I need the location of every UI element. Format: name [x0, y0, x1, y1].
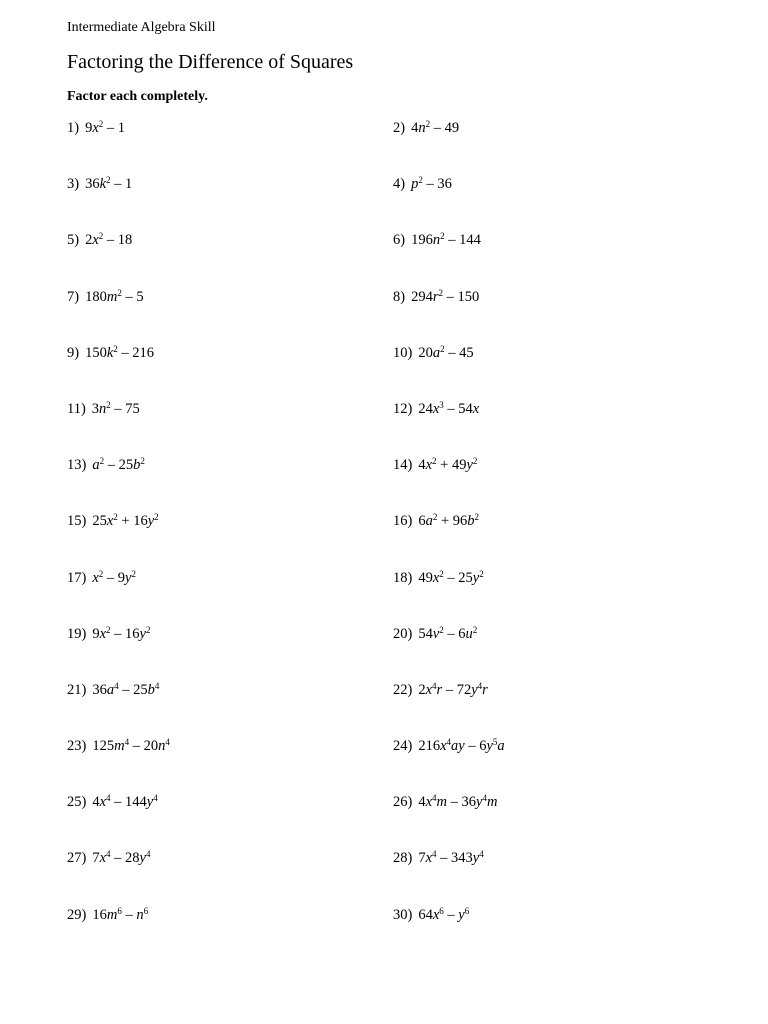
problem-item: [393, 848, 707, 904]
problem-list: [67, 118, 707, 961]
problem-expression: $36a^4 - 25b^4$: [92, 680, 160, 698]
problem-number: 2): [393, 120, 406, 136]
problem-item: [67, 399, 393, 455]
problem-item: [67, 792, 393, 848]
problem-number: 4): [393, 176, 406, 193]
problem-number: 18): [393, 569, 413, 586]
problem-number: 27): [67, 850, 87, 867]
problem-number: 6): [393, 232, 406, 249]
problem-expression: $16m^6 - n^6$: [92, 905, 149, 923]
problem-number: 10): [393, 344, 413, 361]
problem-expression: $294r^2 - 150$: [411, 287, 480, 305]
problem-item: [393, 118, 707, 174]
problem-expression: $7x^4 - 28y^4$: [92, 849, 151, 867]
problem-number: 28): [393, 850, 413, 867]
problem-item: [393, 174, 707, 230]
problem-number: 3): [67, 176, 80, 193]
problem-number: 20): [393, 625, 413, 642]
problem-expression: $7x^4 - 343y^4$: [418, 849, 484, 867]
problem-expression: $6a^2 + 96b^2$: [418, 512, 480, 530]
problem-item: [67, 905, 393, 961]
problem-item: [393, 343, 707, 399]
problem-expression: $3n^2 - 75$: [91, 399, 140, 417]
problem-item: [67, 455, 393, 511]
problem-number: 21): [67, 681, 87, 698]
problem-item: [67, 736, 393, 792]
problem-item: [67, 568, 393, 624]
problem-item: [393, 568, 707, 624]
problem-expression: $36k^2 - 1$: [85, 175, 133, 193]
problem-number: 15): [67, 513, 87, 530]
problem-item: [67, 174, 393, 230]
problem-expression: $p^2 - 36$: [411, 175, 452, 193]
problem-item: [67, 511, 393, 567]
problem-item: [393, 736, 707, 792]
problem-number: 29): [67, 906, 87, 923]
problem-number: 1): [67, 120, 80, 136]
problem-expression: $20a^2 - 45$: [418, 343, 474, 361]
worksheet-subject: Intermediate Algebra Skill: [67, 20, 216, 35]
problem-number: 5): [67, 232, 80, 249]
problem-expression: $49x^2 - 25y^2$: [418, 568, 484, 586]
problem-number: 17): [67, 569, 87, 586]
problem-expression: $4x^4 - 144y^4$: [92, 793, 158, 811]
problem-item: [393, 399, 707, 455]
problem-item: [67, 848, 393, 904]
problem-item: [393, 680, 707, 736]
problem-number: 25): [67, 794, 87, 811]
problem-item: [67, 118, 393, 174]
problem-expression: $4x^2 + 49y^2$: [418, 456, 478, 474]
problem-number: 8): [393, 288, 406, 305]
problem-number: 22): [393, 681, 413, 698]
problem-expression: $216x^4ay - 6y^5a$: [418, 737, 505, 755]
problem-expression: $54v^2 - 6u^2$: [418, 624, 478, 642]
problem-number: 9): [67, 344, 80, 361]
problem-expression: $a^2 - 25b^2$: [92, 456, 145, 474]
problem-number: 30): [393, 906, 413, 923]
page-title: Factoring the Difference of Squares: [67, 51, 354, 73]
problem-item: [393, 511, 707, 567]
problem-number: 19): [67, 625, 87, 642]
problem-expression: $4x^4m - 36y^4m$: [418, 793, 498, 811]
problem-expression: $2x^2 - 18$: [85, 231, 133, 249]
problem-expression: $2x^4r - 72y^4r$: [418, 680, 488, 698]
problem-number: 24): [393, 738, 413, 755]
problem-item: [393, 287, 707, 343]
problem-item: [393, 455, 707, 511]
problem-expression: $9x^2 - 1$: [85, 119, 126, 136]
problem-number: 26): [393, 794, 413, 811]
problem-item: [67, 287, 393, 343]
problem-expression: $196n^2 - 144$: [411, 231, 481, 249]
problem-item: [393, 624, 707, 680]
problem-number: 12): [393, 400, 413, 417]
problem-expression: $125m^4 - 20n^4$: [92, 737, 170, 755]
problem-item: [67, 230, 393, 286]
problem-item: [67, 343, 393, 399]
problem-number: 11): [67, 400, 86, 417]
problem-expression: $9x^2 - 16y^2$: [92, 624, 151, 642]
problem-number: 13): [67, 457, 87, 474]
problem-number: 23): [67, 738, 87, 755]
problem-expression: $180m^2 - 5$: [85, 287, 144, 305]
problem-item: [393, 905, 707, 961]
problem-item: [67, 680, 393, 736]
problem-expression: $150k^2 - 216$: [85, 343, 155, 361]
instructions: Factor each completely.: [67, 89, 208, 104]
problem-number: 16): [393, 513, 413, 530]
problem-item: [393, 230, 707, 286]
problem-item: [393, 792, 707, 848]
problem-item: [67, 624, 393, 680]
problem-expression: $4n^2 - 49$: [411, 119, 460, 136]
problem-expression: $25x^2 + 16y^2$: [92, 512, 159, 530]
problem-number: 14): [393, 457, 413, 474]
problem-number: 7): [67, 288, 80, 305]
problem-expression: $x^2 - 9y^2$: [92, 568, 136, 586]
problem-expression: $24x^3 - 54x$: [418, 399, 480, 417]
problem-expression: $64x^6 - y^6$: [418, 905, 470, 923]
